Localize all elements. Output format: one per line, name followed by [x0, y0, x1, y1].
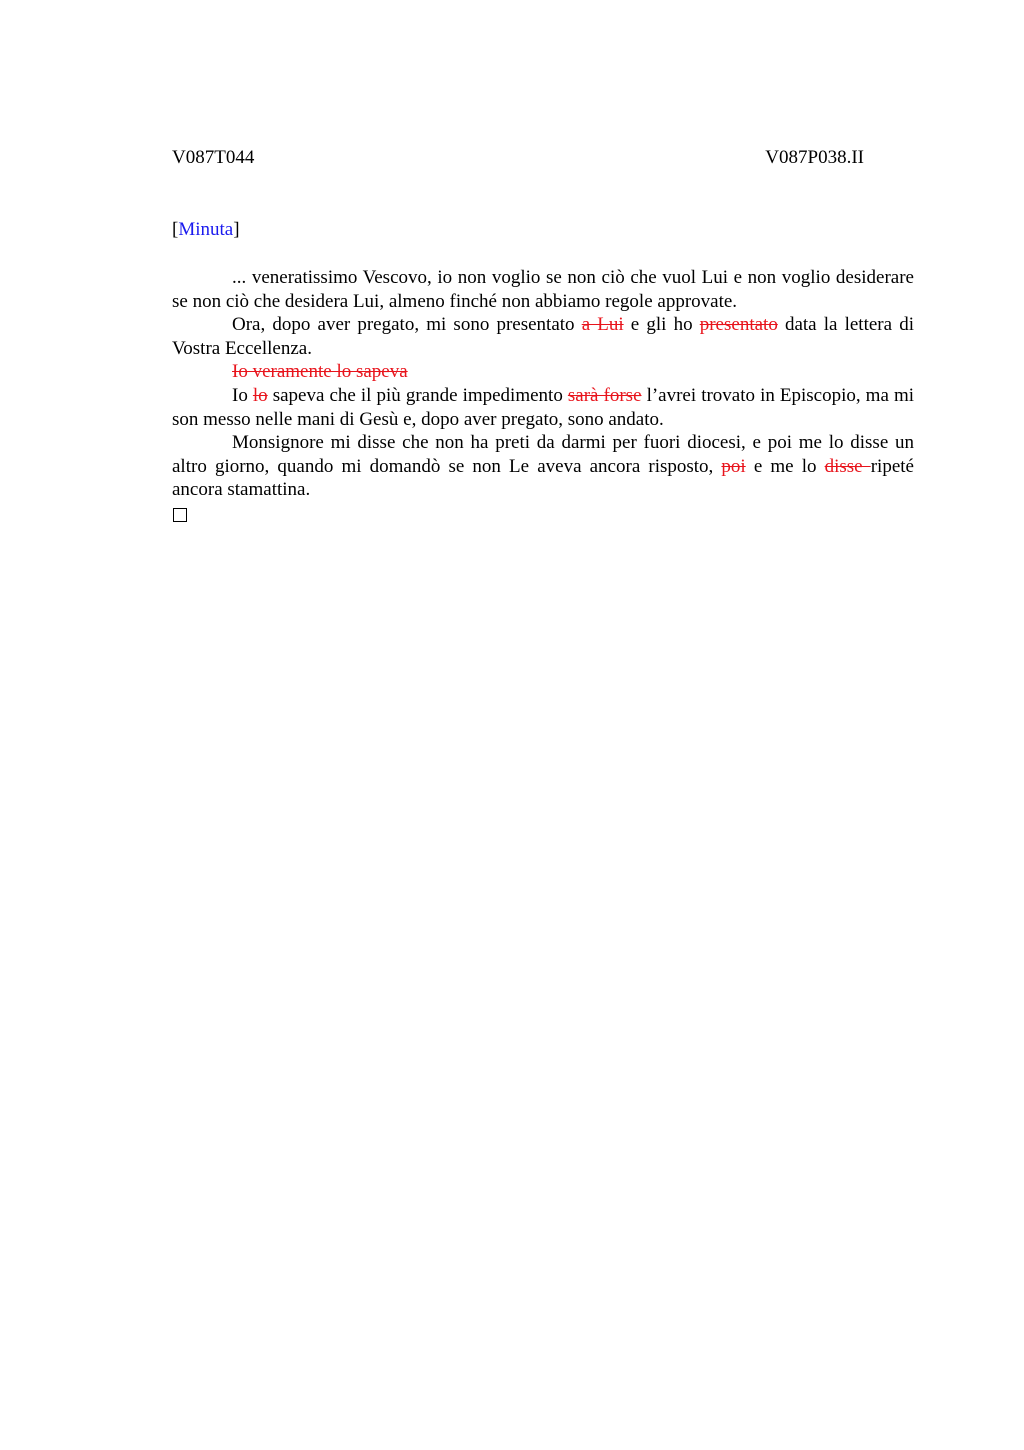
- deleted-text: poi: [721, 455, 746, 477]
- deleted-text: disse: [824, 455, 871, 477]
- text-segment: Ora, dopo aver pregato, mi sono presentato: [232, 314, 582, 336]
- text-segment: Io: [232, 384, 253, 406]
- deleted-text: lo: [252, 384, 268, 406]
- text-segment: e me lo: [745, 455, 825, 477]
- text-segment: l’avrei trovato in Episcopio, ma mi son messo nelle mani di Gesù e, dopo aver pregato, sono andato.: [172, 384, 915, 430]
- bracket-open: [: [172, 219, 179, 240]
- deleted-text: presentato: [699, 314, 778, 336]
- text-segment: e gli ho: [623, 314, 700, 336]
- text-segment: sapeva che il più grande impedimento: [267, 384, 568, 406]
- paragraph-5: [172, 431, 914, 502]
- deleted-text: a Lui: [581, 314, 624, 336]
- text-segment: Monsignore mi disse che non ha preti da darmi per fuori diocesi, e poi me lo disse un altro giorno, quando mi domandò se non Le aveva ancora risposto,: [172, 432, 914, 477]
- paragraph-2: [172, 313, 914, 360]
- document-type-label: [172, 218, 240, 242]
- text-segment: ripeté ancora stamattina.: [172, 455, 914, 501]
- paragraph-3-deleted: [172, 360, 914, 384]
- document-code-left: V087T044: [172, 147, 255, 168]
- document-type-link: Minuta: [178, 219, 234, 240]
- deleted-text: Io veramente lo sapeva: [232, 361, 408, 383]
- bracket-close: ]: [233, 219, 240, 240]
- letter-body: [172, 266, 914, 522]
- text-segment: ... veneratissimo Vescovo, io non voglio se non ciò che vuol Lui e non voglio desiderare se non ciò che desidera Lui, almeno finché non abbiamo regole approvate.: [172, 267, 914, 312]
- empty-checkbox-glyph: [173, 508, 187, 522]
- deleted-text: sarà forse: [567, 384, 642, 406]
- paragraph-4: [172, 384, 914, 431]
- paragraph-1: [172, 266, 914, 313]
- text-segment: data la lettera di Vostra Eccellenza.: [172, 314, 914, 359]
- document-code-right: V087P038.II: [765, 147, 864, 168]
